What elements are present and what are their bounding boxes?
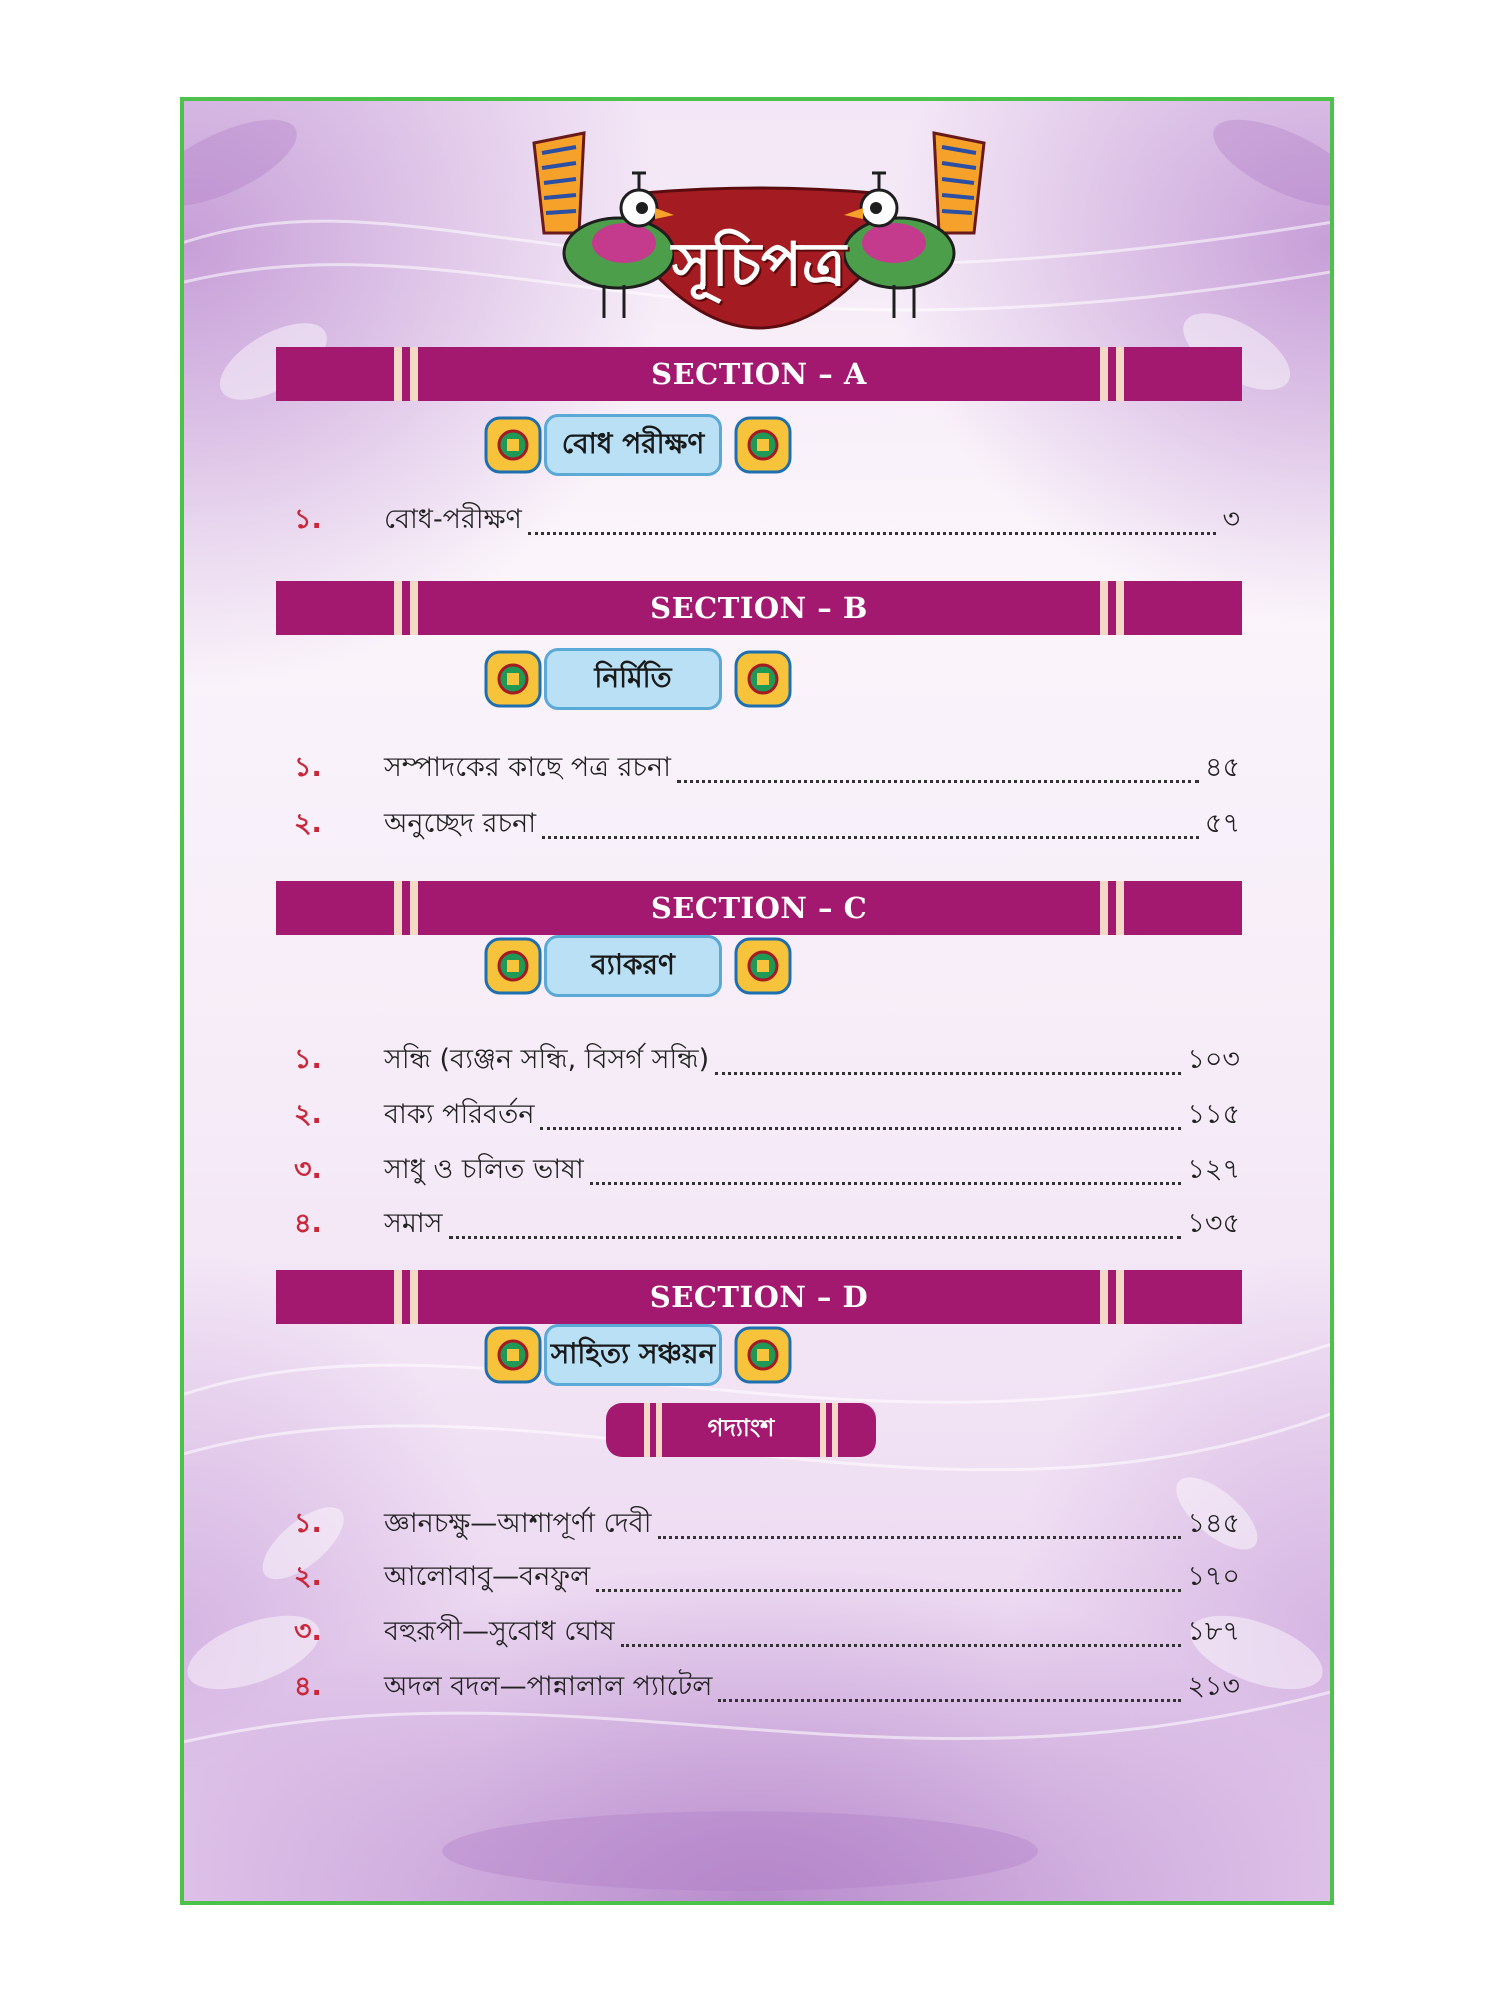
item-page: ১৮৭ bbox=[1187, 1616, 1240, 1647]
subheading-prose bbox=[606, 1403, 876, 1457]
item-number: ৪. bbox=[294, 1671, 322, 1702]
page-header bbox=[524, 123, 994, 353]
section-d-heading-row bbox=[184, 1324, 1330, 1388]
flower-ornament-icon bbox=[484, 1326, 542, 1384]
contents-page bbox=[180, 97, 1334, 1905]
list-item[interactable] bbox=[294, 499, 1240, 539]
leader-dots bbox=[621, 1644, 1182, 1647]
leader-dots bbox=[542, 836, 1199, 839]
item-page: ৪৫ bbox=[1204, 752, 1240, 783]
section-c-heading-row bbox=[184, 935, 1330, 999]
section-a-heading: বোধ পরীক্ষণ bbox=[544, 414, 722, 476]
section-c-heading: ব্যাকরণ bbox=[544, 935, 722, 997]
section-d-bar bbox=[276, 1270, 1242, 1324]
item-page: ৩ bbox=[1222, 504, 1240, 535]
section-c-label: SECTION – C bbox=[650, 891, 868, 925]
list-item[interactable] bbox=[294, 1611, 1240, 1651]
item-title: সমাস bbox=[384, 1208, 443, 1239]
page-title: সূচিপত্র bbox=[672, 230, 846, 300]
item-number: ১. bbox=[294, 1044, 322, 1075]
leader-dots bbox=[449, 1236, 1182, 1239]
list-item[interactable] bbox=[294, 1039, 1240, 1079]
leader-dots bbox=[715, 1072, 1181, 1075]
section-c-bar bbox=[276, 881, 1242, 935]
item-number: ১. bbox=[294, 1508, 322, 1539]
leader-dots bbox=[658, 1536, 1182, 1539]
flower-ornament-icon bbox=[734, 416, 792, 474]
leader-dots bbox=[528, 532, 1217, 535]
list-item[interactable] bbox=[294, 1094, 1240, 1134]
flower-ornament-icon bbox=[734, 1326, 792, 1384]
leader-dots bbox=[596, 1589, 1181, 1592]
section-d-heading: সাহিত্য সঞ্চয়ন bbox=[544, 1324, 722, 1386]
item-title: সাধু ও চলিত ভাষা bbox=[384, 1154, 584, 1185]
flower-ornament-icon bbox=[484, 937, 542, 995]
list-item[interactable] bbox=[294, 1149, 1240, 1189]
item-number: ৩. bbox=[294, 1154, 322, 1185]
item-title: সন্ধি (ব্যঞ্জন সন্ধি, বিসর্গ সন্ধি) bbox=[384, 1044, 710, 1075]
item-title: জ্ঞানচক্ষু—আশাপূর্ণা দেবী bbox=[384, 1508, 652, 1539]
item-page: ১২৭ bbox=[1187, 1154, 1240, 1185]
list-item[interactable] bbox=[294, 1666, 1240, 1706]
section-a-heading-row bbox=[184, 414, 1330, 478]
item-page: ১১৫ bbox=[1187, 1099, 1240, 1130]
item-title: বাক্য পরিবর্তন bbox=[384, 1099, 535, 1130]
flower-ornament-icon bbox=[734, 937, 792, 995]
section-b-heading: নির্মিতি bbox=[544, 648, 722, 710]
item-page: ১৭০ bbox=[1187, 1561, 1240, 1592]
item-number: ৪. bbox=[294, 1208, 322, 1239]
section-b-label: SECTION – B bbox=[650, 591, 868, 625]
item-page: ১৩৫ bbox=[1187, 1208, 1240, 1239]
item-number: ২. bbox=[294, 1099, 322, 1130]
section-b-bar bbox=[276, 581, 1242, 635]
leader-dots bbox=[540, 1127, 1181, 1130]
item-page: ১৪৫ bbox=[1187, 1508, 1240, 1539]
section-d-label: SECTION – D bbox=[649, 1280, 869, 1314]
list-item[interactable] bbox=[294, 803, 1240, 843]
leader-dots bbox=[677, 780, 1199, 783]
item-number: ১. bbox=[294, 752, 322, 783]
section-a-label: SECTION – A bbox=[651, 357, 867, 391]
list-item[interactable] bbox=[294, 1503, 1240, 1543]
item-title: বহুরূপী—সুবোধ ঘোষ bbox=[384, 1616, 615, 1647]
subheading-label: গদ্যাংশ bbox=[707, 1414, 775, 1442]
item-title: আলোবাবু—বনফুল bbox=[384, 1561, 591, 1592]
item-number: ৩. bbox=[294, 1616, 322, 1647]
section-a-bar bbox=[276, 347, 1242, 401]
section-b-heading-row bbox=[184, 648, 1330, 712]
list-item[interactable] bbox=[294, 747, 1240, 787]
item-page: ৫৭ bbox=[1204, 808, 1240, 839]
item-number: ১. bbox=[294, 504, 322, 535]
item-title: সম্পাদকের কাছে পত্র রচনা bbox=[384, 752, 671, 783]
flower-ornament-icon bbox=[734, 650, 792, 708]
list-item[interactable] bbox=[294, 1556, 1240, 1596]
leader-dots bbox=[718, 1699, 1181, 1702]
item-number: ২. bbox=[294, 808, 322, 839]
item-page: ১০৩ bbox=[1187, 1044, 1240, 1075]
item-page: ২১৩ bbox=[1187, 1671, 1240, 1702]
item-title: অনুচ্ছেদ রচনা bbox=[384, 808, 537, 839]
item-title: বোধ-পরীক্ষণ bbox=[384, 504, 522, 535]
item-number: ২. bbox=[294, 1561, 322, 1592]
item-title: অদল বদল—পান্নালাল প্যাটেল bbox=[384, 1671, 713, 1702]
flower-ornament-icon bbox=[484, 416, 542, 474]
list-item[interactable] bbox=[294, 1203, 1240, 1243]
flower-ornament-icon bbox=[484, 650, 542, 708]
leader-dots bbox=[590, 1182, 1182, 1185]
